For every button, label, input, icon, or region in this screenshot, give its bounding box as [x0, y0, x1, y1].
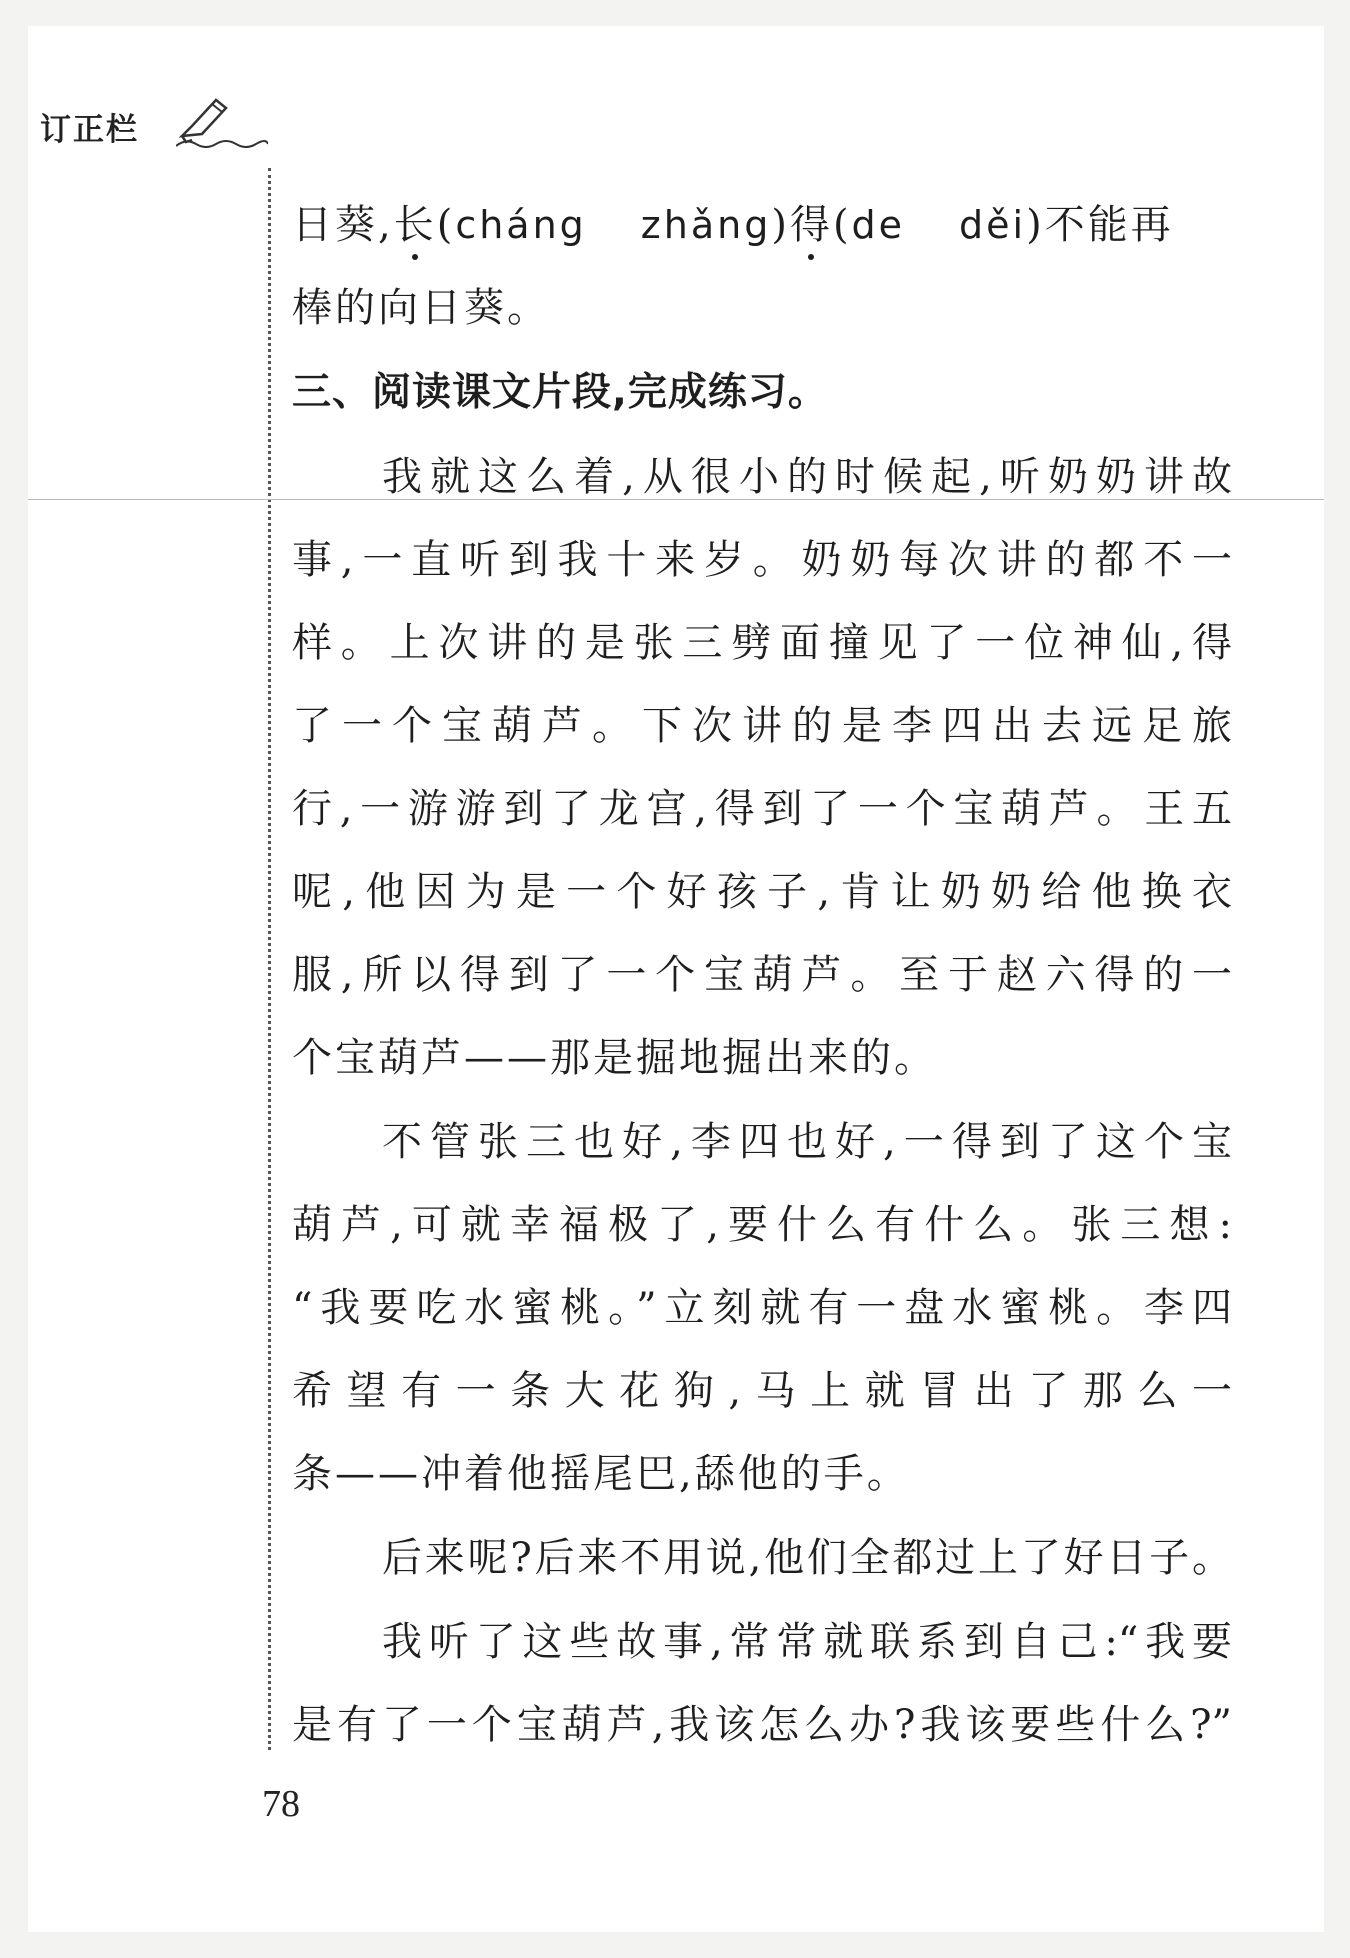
exercise-line-2: 棒的向日葵。 — [292, 285, 550, 331]
passage-line: 我就这么着,从很小的时候起,听奶奶讲故 — [382, 454, 1232, 500]
correction-column-label: 订正栏 — [40, 112, 139, 148]
dotted-character: 长 — [393, 202, 437, 248]
paren-open: ( — [436, 202, 456, 248]
paren-close: ) — [771, 202, 790, 248]
section-heading: 三、阅读课文片段,完成练习。 — [292, 370, 828, 415]
pinyin-option: de — [851, 203, 906, 247]
passage-line: 服,所以得到了一个宝葫芦。至于赵六得的一 — [292, 952, 1232, 998]
passage-line: 是有了一个宝葫芦,我该怎么办?我该要些什么?” — [292, 1702, 1232, 1748]
pencil-icon — [176, 92, 268, 148]
passage-line: 后来呢?后来不用说,他们全都过上了好日子。 — [382, 1535, 1232, 1581]
passage-line: 事,一直听到我十来岁。奶奶每次讲的都不一 — [292, 537, 1232, 583]
dotted-character: 得 — [789, 202, 833, 248]
passage-line: “我要吃水蜜桃。”立刻就有一盘水蜜桃。李四 — [292, 1285, 1232, 1331]
pinyin-option: děi — [959, 203, 1027, 247]
passage-line: 个宝葫芦——那是掘地掘出来的。 — [292, 1035, 937, 1081]
pinyin-option: cháng — [455, 203, 587, 247]
correction-column-divider — [268, 168, 271, 1750]
exercise-line-1 — [292, 200, 1232, 250]
passage-line: 葫芦,可就幸福极了,要什么有什么。张三想: — [292, 1202, 1232, 1248]
page-number: 78 — [262, 1783, 300, 1825]
passage-line: 呢,他因为是一个好孩子,肯让奶奶给他换衣 — [292, 869, 1232, 915]
passage-line: 样。上次讲的是张三劈面撞见了一位神仙,得 — [292, 620, 1232, 666]
passage-line: 行,一游游到了龙宫,得到了一个宝葫芦。王五 — [292, 786, 1232, 832]
passage-line: 希望有一条大花狗,马上就冒出了那么一 — [292, 1368, 1232, 1414]
passage-line: 条——冲着他摇尾巴,舔他的手。 — [292, 1451, 910, 1497]
exercise-text: )不能再 — [1026, 202, 1174, 248]
pinyin-option: zhǎng — [640, 203, 772, 247]
paren-open: ( — [832, 202, 852, 248]
exercise-text: 日葵, — [292, 202, 394, 248]
passage-line: 了一个宝葫芦。下次讲的是李四出去远足旅 — [292, 703, 1232, 749]
passage-line: 不管张三也好,李四也好,一得到了这个宝 — [382, 1119, 1232, 1165]
passage-line: 我听了这些故事,常常就联系到自己:“我要 — [382, 1619, 1232, 1665]
